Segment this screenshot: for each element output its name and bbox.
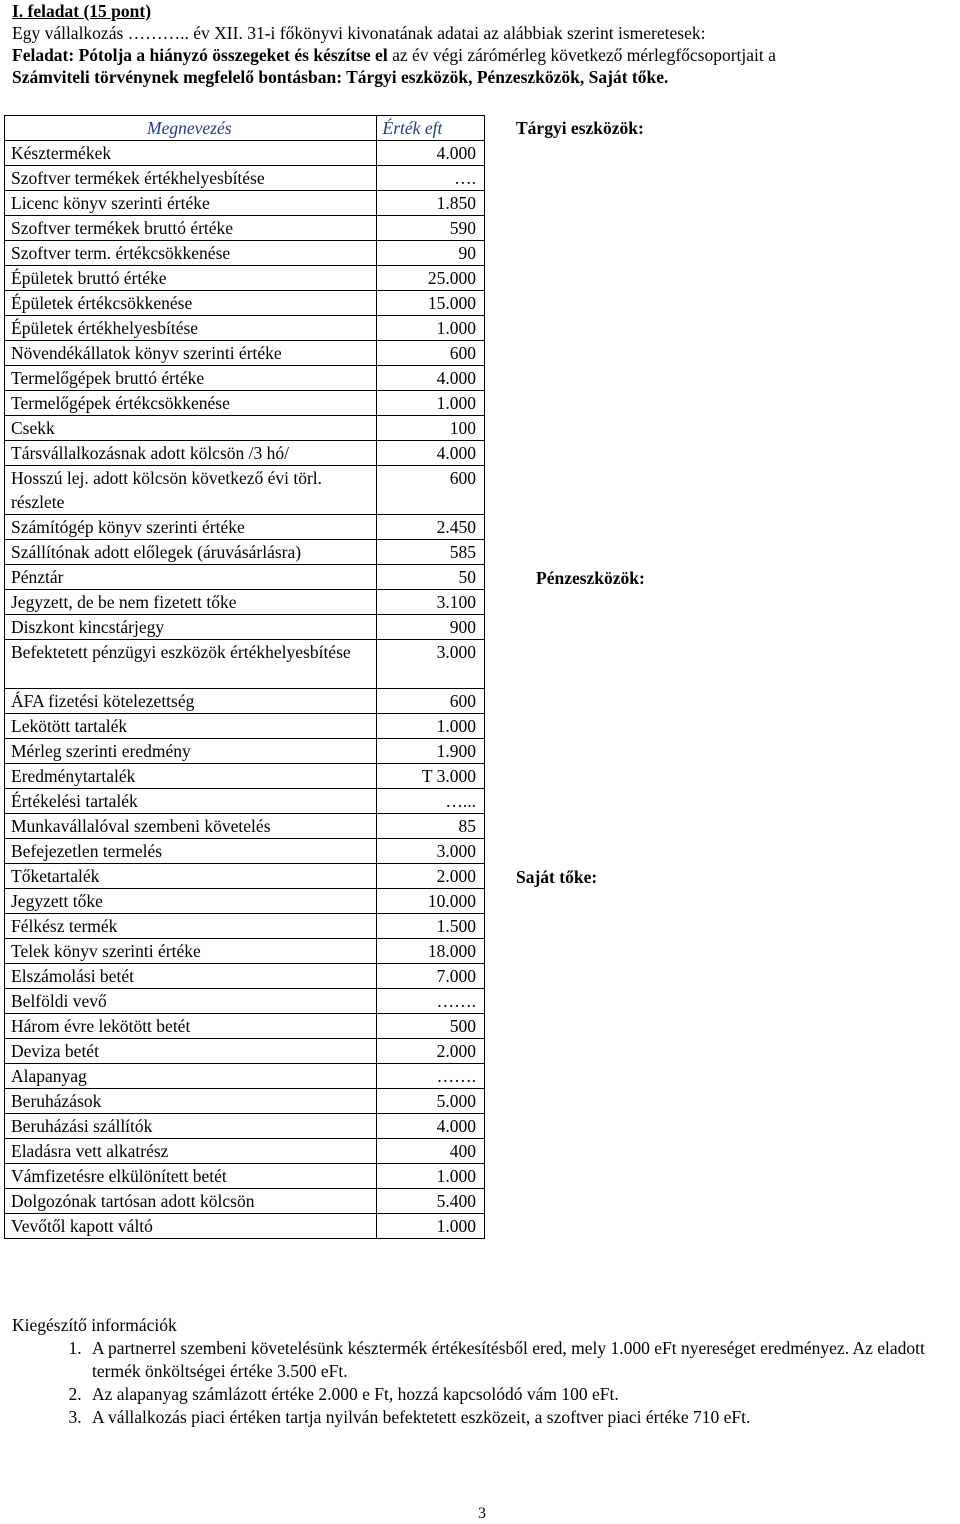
- table-row: [5, 864, 485, 889]
- row-name: Telek könyv szerinti értéke: [5, 939, 377, 964]
- table-row: [5, 441, 485, 466]
- task-instruction: [12, 44, 957, 66]
- table-row: [5, 1039, 485, 1064]
- row-value: 15.000: [376, 291, 484, 316]
- row-value: 50: [376, 565, 484, 590]
- table-row: [5, 1064, 485, 1089]
- table-row: [5, 1114, 485, 1139]
- row-name: Hosszú lej. adott kölcsön következő évi törl. részlete: [5, 466, 377, 515]
- task-intro: Egy vállalkozás ……….. év XII. 31-i főkönyvi kivonatának adatai az alábbiak szerint ismeretesek:: [12, 23, 706, 43]
- row-name: Jegyzett, de be nem fizetett tőke: [5, 590, 377, 615]
- row-name: Késztermékek: [5, 141, 377, 166]
- section-label-equity: Saját tőke:: [516, 867, 598, 887]
- ledger-table: [4, 115, 485, 1239]
- section-label-cash: Pénzeszközök:: [536, 568, 645, 588]
- row-value: 18.000: [376, 939, 484, 964]
- supplementary-info: [12, 1314, 942, 1429]
- supplementary-item: 2. Az alapanyag számlázott értéke 2.000 e Ft, hozzá kapcsolódó vám 100 eFt.: [86, 1383, 942, 1406]
- table-row: [5, 391, 485, 416]
- task-instruction-rest: az év végi zárómérleg következő mérlegfőcsoportjait a: [387, 45, 776, 65]
- row-value: 5.400: [376, 1189, 484, 1214]
- row-value: 400: [376, 1139, 484, 1164]
- table-row: [5, 1214, 485, 1239]
- row-value: 600: [376, 689, 484, 714]
- page-number: 3: [478, 1505, 486, 1522]
- row-value: 600: [376, 341, 484, 366]
- task-header: [12, 0, 957, 88]
- row-name: Befektetett pénzügyi eszközök értékhelyesbítése: [5, 640, 377, 689]
- table-row: [5, 914, 485, 939]
- row-name: Épületek értékhelyesbítése: [5, 316, 377, 341]
- row-name: Beruházások: [5, 1089, 377, 1114]
- row-name: Vámfizetésre elkülönített betét: [5, 1164, 377, 1189]
- row-name: Értékelési tartalék: [5, 789, 377, 814]
- table-row: [5, 615, 485, 640]
- row-value: 590: [376, 216, 484, 241]
- table-row: [5, 1139, 485, 1164]
- row-value: T 3.000: [376, 764, 484, 789]
- table-row: [5, 1189, 485, 1214]
- row-value: 1.850: [376, 191, 484, 216]
- table-row: [5, 1014, 485, 1039]
- row-name: Jegyzett tőke: [5, 889, 377, 914]
- row-name: Lekötött tartalék: [5, 714, 377, 739]
- row-name: Munkavállalóval szembeni követelés: [5, 814, 377, 839]
- table-row: [5, 889, 485, 914]
- supplementary-item: 3. A vállalkozás piaci értéken tartja nyilván befektetett eszközeit, a szoftver piaci értéke 710 eFt.: [86, 1406, 942, 1429]
- row-name: Vevőtől kapott váltó: [5, 1214, 377, 1239]
- table-row: [5, 689, 485, 714]
- table-row: [5, 839, 485, 864]
- table-row: [5, 540, 485, 565]
- row-value: …...: [376, 789, 484, 814]
- row-name: Belföldi vevő: [5, 989, 377, 1014]
- row-name: Félkész termék: [5, 914, 377, 939]
- supplementary-item: 1. A partnerrel szembeni követelésünk késztermék értékesítésből ered, mely 1.000 eFt nyereséget eredményez. Az eladott termék önköltségei értéke 3.500 eFt.: [86, 1337, 942, 1383]
- row-name: Szoftver term. értékcsökkenése: [5, 241, 377, 266]
- task-instruction-bold: Feladat: Pótolja a hiányzó összegeket és készítse el: [12, 45, 388, 65]
- table-row: [5, 416, 485, 441]
- row-name: Eredménytartalék: [5, 764, 377, 789]
- row-name: Diszkont kincstárjegy: [5, 615, 377, 640]
- row-value: …….: [376, 1064, 484, 1089]
- row-value: 2.000: [376, 1039, 484, 1064]
- row-name: Deviza betét: [5, 1039, 377, 1064]
- row-value: 3.100: [376, 590, 484, 615]
- table-row: [5, 814, 485, 839]
- supplementary-title: Kiegészítő információk: [12, 1315, 177, 1335]
- table-row: [5, 640, 485, 689]
- table-row: [5, 316, 485, 341]
- row-value: 7.000: [376, 964, 484, 989]
- table-row: [5, 764, 485, 789]
- table-row: [5, 216, 485, 241]
- row-name: ÁFA fizetési kötelezettség: [5, 689, 377, 714]
- row-name: Épületek bruttó értéke: [5, 266, 377, 291]
- supplementary-list: [12, 1337, 942, 1429]
- row-value: 100: [376, 416, 484, 441]
- task-instruction-end: Számviteli törvénynek megfelelő bontásban: Tárgyi eszközök, Pénzeszközök, Saját tőke.: [12, 67, 669, 87]
- section-label-tangible-assets: Tárgyi eszközök:: [516, 118, 644, 138]
- table-row: [5, 366, 485, 391]
- row-name: Beruházási szállítók: [5, 1114, 377, 1139]
- row-name: Alapanyag: [5, 1064, 377, 1089]
- row-value: 3.000: [376, 640, 484, 689]
- row-name: Szoftver termékek értékhelyesbítése: [5, 166, 377, 191]
- table-row: [5, 291, 485, 316]
- table-row: [5, 341, 485, 366]
- row-value: ….: [376, 166, 484, 191]
- col-header-value: Érték eft: [376, 116, 484, 141]
- row-value: 1.000: [376, 714, 484, 739]
- row-value: 2.000: [376, 864, 484, 889]
- table-row: [5, 1164, 485, 1189]
- row-name: Dolgozónak tartósan adott kölcsön: [5, 1189, 377, 1214]
- table-row: [5, 141, 485, 166]
- row-value: 5.000: [376, 1089, 484, 1114]
- row-name: Három évre lekötött betét: [5, 1014, 377, 1039]
- table-row: [5, 590, 485, 615]
- row-name: Termelőgépek értékcsökkenése: [5, 391, 377, 416]
- row-value: 1.000: [376, 1164, 484, 1189]
- row-name: Csekk: [5, 416, 377, 441]
- row-name: Társvállalkozásnak adott kölcsön /3 hó/: [5, 441, 377, 466]
- row-value: 1.900: [376, 739, 484, 764]
- row-name: Eladásra vett alkatrész: [5, 1139, 377, 1164]
- row-value: 4.000: [376, 141, 484, 166]
- table-row: [5, 714, 485, 739]
- row-value: 4.000: [376, 366, 484, 391]
- row-name: Mérleg szerinti eredmény: [5, 739, 377, 764]
- row-name: Tőketartalék: [5, 864, 377, 889]
- row-value: 500: [376, 1014, 484, 1039]
- row-value: 10.000: [376, 889, 484, 914]
- col-header-name: Megnevezés: [5, 116, 377, 141]
- row-value: …….: [376, 989, 484, 1014]
- row-value: 600: [376, 466, 484, 515]
- table-row: [5, 739, 485, 764]
- row-name: Szállítónak adott előlegek (áruvásárlásra): [5, 540, 377, 565]
- row-value: 900: [376, 615, 484, 640]
- table-row: [5, 191, 485, 216]
- row-name: Pénztár: [5, 565, 377, 590]
- task-title: I. feladat (15 pont): [12, 1, 152, 21]
- table-row: [5, 1089, 485, 1114]
- row-name: Épületek értékcsökkenése: [5, 291, 377, 316]
- row-value: 1.000: [376, 316, 484, 341]
- row-name: Befejezetlen termelés: [5, 839, 377, 864]
- row-value: 1.000: [376, 391, 484, 416]
- row-value: 85: [376, 814, 484, 839]
- row-value: 1.500: [376, 914, 484, 939]
- row-value: 90: [376, 241, 484, 266]
- table-row: [5, 515, 485, 540]
- table-row: [5, 789, 485, 814]
- table-row: [5, 466, 485, 515]
- row-name: Elszámolási betét: [5, 964, 377, 989]
- row-value: 25.000: [376, 266, 484, 291]
- row-name: Termelőgépek bruttó értéke: [5, 366, 377, 391]
- table-row: [5, 266, 485, 291]
- table-row: [5, 565, 485, 590]
- row-name: Növendékállatok könyv szerinti értéke: [5, 341, 377, 366]
- row-value: 585: [376, 540, 484, 565]
- row-value: 4.000: [376, 441, 484, 466]
- row-name: Számítógép könyv szerinti értéke: [5, 515, 377, 540]
- table-row: [5, 939, 485, 964]
- table-row: [5, 241, 485, 266]
- row-value: 4.000: [376, 1114, 484, 1139]
- table-header-row: [5, 116, 485, 141]
- row-value: 1.000: [376, 1214, 484, 1239]
- table-row: [5, 166, 485, 191]
- row-value: 2.450: [376, 515, 484, 540]
- table-row: [5, 989, 485, 1014]
- row-value: 3.000: [376, 839, 484, 864]
- row-name: Szoftver termékek bruttó értéke: [5, 216, 377, 241]
- table-row: [5, 964, 485, 989]
- row-name: Licenc könyv szerinti értéke: [5, 191, 377, 216]
